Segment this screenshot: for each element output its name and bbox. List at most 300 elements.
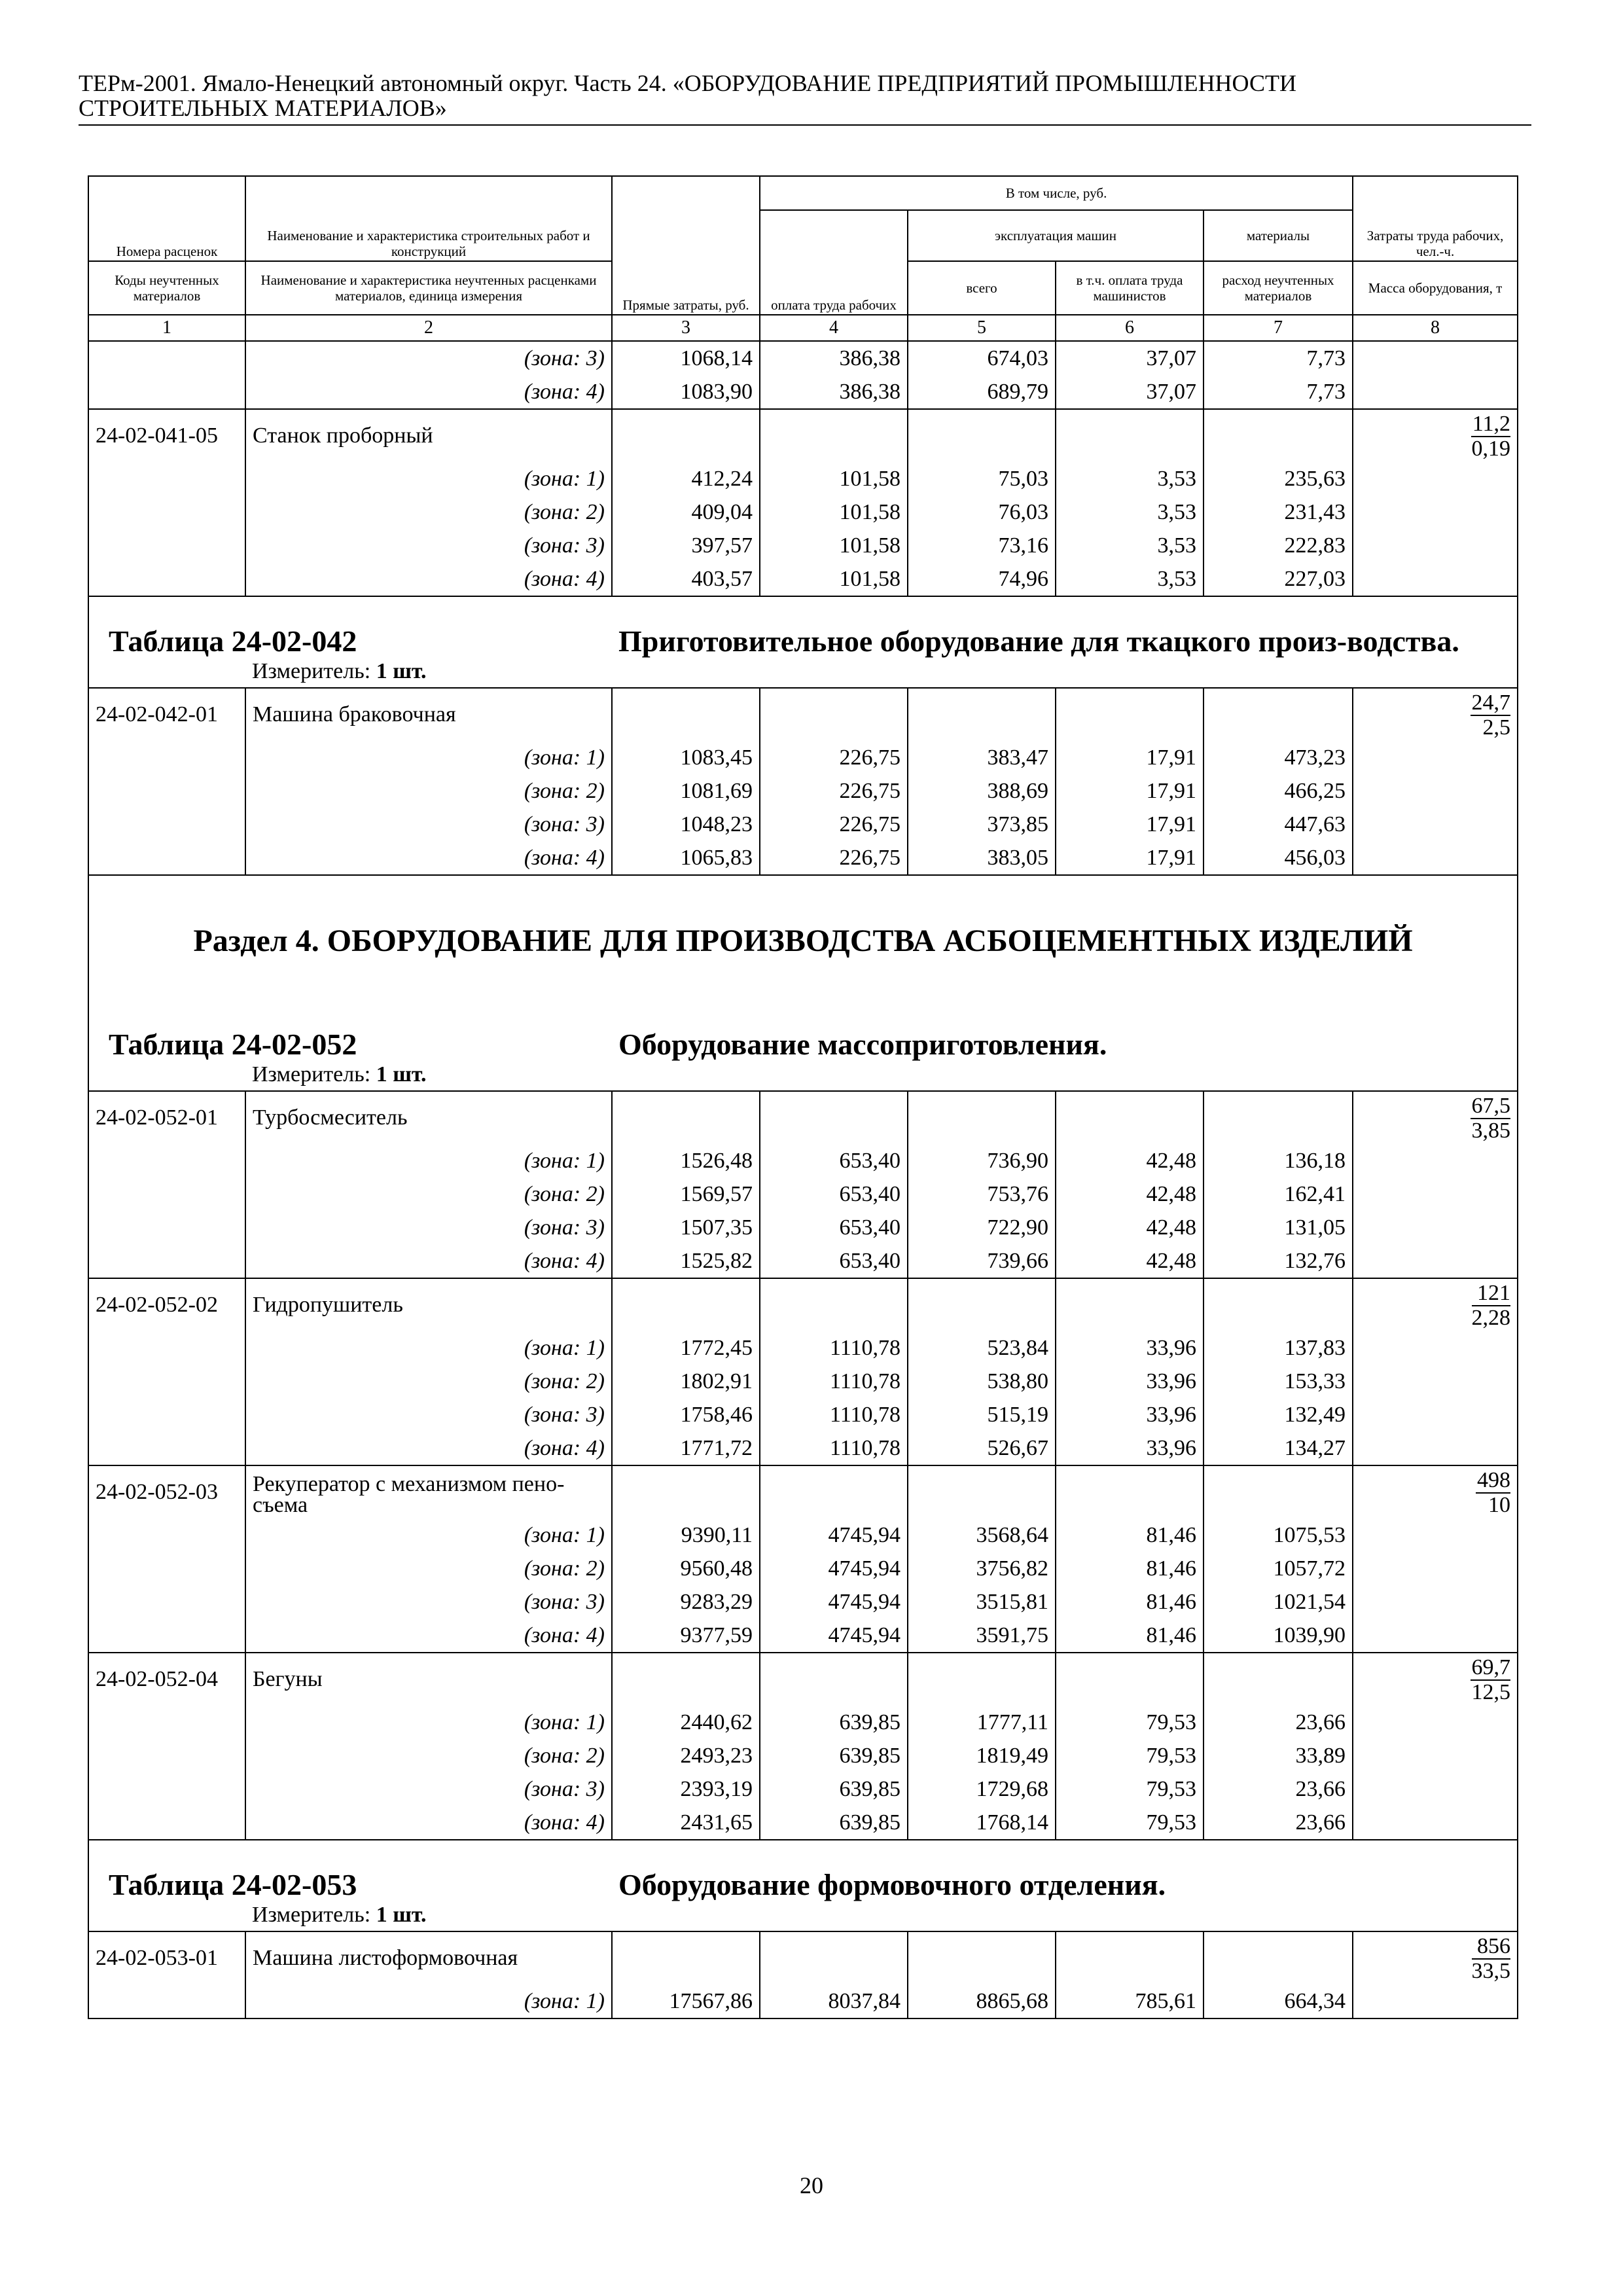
empty-cell	[88, 741, 245, 774]
zone-label: (зона: 3)	[245, 529, 612, 562]
value-cell: 653,40	[760, 1244, 908, 1278]
value-cell: 473,23	[1204, 741, 1353, 774]
equipment-mass-value: 0,19	[1471, 437, 1511, 461]
empty-cell	[1353, 495, 1518, 529]
value-cell: 81,46	[1056, 1552, 1204, 1585]
labor-mass-fraction	[1472, 1935, 1511, 1983]
zone-label: (зона: 4)	[245, 562, 612, 596]
value-cell: 74,96	[908, 562, 1056, 596]
zone-label: (зона: 1)	[245, 462, 612, 495]
value-cell: 3,53	[1056, 462, 1204, 495]
value-cell: 2431,65	[612, 1806, 760, 1840]
value-cell: 403,57	[612, 562, 760, 596]
zone-label: (зона: 2)	[245, 1739, 612, 1772]
zone-label: (зона: 4)	[245, 375, 612, 409]
value-cell: 73,16	[908, 529, 1056, 562]
rate-code: 24-02-052-01	[88, 1091, 245, 1144]
empty-cell	[1056, 1278, 1204, 1331]
empty-cell	[1056, 1465, 1204, 1518]
labor-cost-value: 24,7	[1471, 691, 1511, 715]
value-cell: 653,40	[760, 1144, 908, 1177]
empty-cell	[88, 1806, 245, 1840]
empty-cell	[1353, 808, 1518, 841]
equipment-mass-value: 10	[1488, 1493, 1511, 1517]
value-cell: 523,84	[908, 1331, 1056, 1365]
zone-label: (зона: 2)	[245, 1552, 612, 1585]
labor-cost-value: 498	[1477, 1468, 1511, 1492]
value-cell: 17,91	[1056, 841, 1204, 875]
empty-cell	[88, 495, 245, 529]
value-cell: 81,46	[1056, 1518, 1204, 1552]
zone-row	[88, 1739, 1518, 1772]
value-cell: 222,83	[1204, 529, 1353, 562]
value-cell: 456,03	[1204, 841, 1353, 875]
value-cell: 9377,59	[612, 1619, 760, 1653]
equipment-mass-value: 3,85	[1471, 1119, 1511, 1143]
labor-mass-cell	[1353, 1465, 1518, 1518]
empty-cell	[908, 1091, 1056, 1144]
zone-label: (зона: 2)	[245, 1177, 612, 1211]
table-name: Приготовительное оборудование для ткацкого произ-водства.	[612, 596, 1518, 658]
rate-code: 24-02-052-04	[88, 1653, 245, 1706]
equipment-mass-value: 2,28	[1471, 1306, 1511, 1330]
value-cell: 3568,64	[908, 1518, 1056, 1552]
value-cell: 1065,83	[612, 841, 760, 875]
value-cell: 81,46	[1056, 1585, 1204, 1619]
zone-row	[88, 741, 1518, 774]
value-cell: 8037,84	[760, 1984, 908, 2018]
col-number: 2	[245, 315, 612, 341]
empty-cell	[1353, 1984, 1518, 2018]
value-cell: 1777,11	[908, 1706, 1056, 1739]
empty-cell	[1353, 1619, 1518, 1653]
value-cell: 81,46	[1056, 1619, 1204, 1653]
value-cell: 42,48	[1056, 1211, 1204, 1244]
value-cell: 1048,23	[612, 808, 760, 841]
value-cell: 1110,78	[760, 1365, 908, 1398]
value-cell: 153,33	[1204, 1365, 1353, 1398]
empty-cell	[88, 1552, 245, 1585]
item-row	[88, 1465, 1518, 1518]
zone-row	[88, 562, 1518, 596]
value-cell: 1039,90	[1204, 1619, 1353, 1653]
rate-code: 24-02-041-05	[88, 409, 245, 462]
value-cell: 1758,46	[612, 1398, 760, 1431]
header-unaccounted-name: Наименование и характеристика неучтенных расценками материалов, единица измерения	[245, 261, 612, 315]
empty-cell	[88, 841, 245, 875]
empty-cell	[1353, 1331, 1518, 1365]
value-cell: 76,03	[908, 495, 1056, 529]
empty-cell	[908, 1653, 1056, 1706]
table-number: Таблица 24-02-052	[88, 1000, 612, 1062]
value-cell: 447,63	[1204, 808, 1353, 841]
value-cell: 132,49	[1204, 1398, 1353, 1431]
equipment-mass-value: 33,5	[1471, 1959, 1511, 1983]
zone-row	[88, 1365, 1518, 1398]
value-cell: 101,58	[760, 495, 908, 529]
empty-cell	[1353, 1806, 1518, 1840]
value-cell: 526,67	[908, 1431, 1056, 1465]
item-row	[88, 1931, 1518, 1984]
empty-cell	[612, 688, 760, 741]
empty-cell	[1353, 1772, 1518, 1806]
col-number: 3	[612, 315, 760, 341]
zone-row	[88, 1431, 1518, 1465]
empty-cell	[1204, 1931, 1353, 1984]
empty-cell	[1056, 409, 1204, 462]
value-cell: 383,05	[908, 841, 1056, 875]
value-cell: 653,40	[760, 1211, 908, 1244]
value-cell: 75,03	[908, 462, 1056, 495]
value-cell: 23,66	[1204, 1706, 1353, 1739]
zone-label: (зона: 4)	[245, 841, 612, 875]
labor-cost-value: 121	[1472, 1282, 1511, 1306]
value-cell: 1772,45	[612, 1331, 760, 1365]
empty-cell	[1353, 1739, 1518, 1772]
empty-cell	[88, 1585, 245, 1619]
empty-cell	[88, 658, 245, 688]
value-cell: 1569,57	[612, 1177, 760, 1211]
empty-cell	[88, 1902, 245, 1931]
value-cell: 639,85	[760, 1706, 908, 1739]
value-cell: 1526,48	[612, 1144, 760, 1177]
table-number: Таблица 24-02-053	[88, 1840, 612, 1902]
zone-label: (зона: 2)	[245, 774, 612, 808]
value-cell: 1057,72	[1204, 1552, 1353, 1585]
empty-cell	[760, 1465, 908, 1518]
value-cell: 79,53	[1056, 1706, 1204, 1739]
zone-label: (зона: 3)	[245, 1585, 612, 1619]
value-cell: 2393,19	[612, 1772, 760, 1806]
empty-cell	[88, 1244, 245, 1278]
value-cell: 373,85	[908, 808, 1056, 841]
empty-cell	[1353, 1144, 1518, 1177]
empty-cell	[88, 1619, 245, 1653]
empty-cell	[1353, 1365, 1518, 1398]
value-cell: 1083,45	[612, 741, 760, 774]
empty-cell	[612, 1465, 760, 1518]
empty-cell	[88, 1365, 245, 1398]
zone-row	[88, 1585, 1518, 1619]
empty-cell	[88, 1706, 245, 1739]
zone-row	[88, 1244, 1518, 1278]
labor-cost-value: 67,5	[1471, 1094, 1511, 1118]
empty-cell	[1056, 1931, 1204, 1984]
value-cell: 33,96	[1056, 1331, 1204, 1365]
document-header	[79, 71, 1531, 126]
labor-cost-value: 856	[1472, 1935, 1511, 1960]
zone-row	[88, 1706, 1518, 1739]
empty-cell	[88, 562, 245, 596]
empty-cell	[1353, 1431, 1518, 1465]
empty-cell	[88, 1331, 245, 1365]
value-cell: 1083,90	[612, 375, 760, 409]
empty-cell	[88, 341, 245, 375]
table-header	[88, 176, 1518, 341]
empty-cell	[1056, 688, 1204, 741]
item-name: Машина листоформовочная	[245, 1931, 612, 1984]
empty-cell	[88, 1398, 245, 1431]
zone-label: (зона: 2)	[245, 495, 612, 529]
value-cell: 37,07	[1056, 341, 1204, 375]
empty-cell	[1353, 375, 1518, 409]
value-cell: 226,75	[760, 774, 908, 808]
zone-row	[88, 529, 1518, 562]
value-cell: 79,53	[1056, 1739, 1204, 1772]
equipment-mass-value: 2,5	[1482, 715, 1511, 740]
item-row	[88, 409, 1518, 462]
labor-mass-cell	[1353, 688, 1518, 741]
empty-cell	[1353, 341, 1518, 375]
empty-cell	[1353, 741, 1518, 774]
value-cell: 33,89	[1204, 1739, 1353, 1772]
value-cell: 132,76	[1204, 1244, 1353, 1278]
meter-label: Измеритель:	[252, 1062, 371, 1086]
zone-row	[88, 462, 1518, 495]
value-cell: 639,85	[760, 1739, 908, 1772]
labor-mass-fraction	[1471, 691, 1511, 740]
value-cell: 226,75	[760, 741, 908, 774]
value-cell: 3,53	[1056, 495, 1204, 529]
empty-cell	[760, 1653, 908, 1706]
empty-cell	[612, 1278, 760, 1331]
zone-label: (зона: 3)	[245, 1772, 612, 1806]
value-cell: 79,53	[1056, 1806, 1204, 1840]
col-number: 7	[1204, 315, 1353, 341]
value-cell: 101,58	[760, 529, 908, 562]
zone-label: (зона: 1)	[245, 1706, 612, 1739]
empty-cell	[760, 1091, 908, 1144]
value-cell: 42,48	[1056, 1244, 1204, 1278]
value-cell: 3,53	[1056, 529, 1204, 562]
value-cell: 7,73	[1204, 375, 1353, 409]
item-name: Турбосмеситель	[245, 1091, 612, 1144]
item-name: Гидропушитель	[245, 1278, 612, 1331]
meter	[245, 658, 1518, 688]
labor-mass-cell	[1353, 1278, 1518, 1331]
equipment-mass-value: 12,5	[1471, 1680, 1511, 1704]
empty-cell	[88, 808, 245, 841]
value-cell: 9283,29	[612, 1585, 760, 1619]
meter	[245, 1062, 1518, 1091]
header-direct-costs: Прямые затраты, руб.	[612, 176, 760, 315]
col-number: 5	[908, 315, 1056, 341]
value-cell: 1081,69	[612, 774, 760, 808]
value-cell: 1110,78	[760, 1398, 908, 1431]
empty-cell	[1353, 1398, 1518, 1431]
value-cell: 722,90	[908, 1211, 1056, 1244]
header-total: всего	[908, 261, 1056, 315]
value-cell: 4745,94	[760, 1518, 908, 1552]
empty-cell	[612, 1091, 760, 1144]
empty-cell	[88, 1431, 245, 1465]
empty-cell	[88, 1518, 245, 1552]
value-cell: 8865,68	[908, 1984, 1056, 2018]
value-cell: 3591,75	[908, 1619, 1056, 1653]
value-cell: 17,91	[1056, 774, 1204, 808]
header-worker-pay: оплата труда рабочих	[760, 210, 908, 315]
empty-cell	[908, 409, 1056, 462]
empty-cell	[1353, 1244, 1518, 1278]
zone-row	[88, 1619, 1518, 1653]
value-cell: 33,96	[1056, 1431, 1204, 1465]
item-name: Бегуны	[245, 1653, 612, 1706]
empty-cell	[908, 688, 1056, 741]
zone-label: (зона: 4)	[245, 1619, 612, 1653]
value-cell: 639,85	[760, 1772, 908, 1806]
value-cell: 42,48	[1056, 1144, 1204, 1177]
empty-cell	[1204, 409, 1353, 462]
zone-row	[88, 841, 1518, 875]
empty-cell	[1353, 562, 1518, 596]
zone-row	[88, 1806, 1518, 1840]
value-cell: 136,18	[1204, 1144, 1353, 1177]
meter-row	[88, 1062, 1518, 1091]
value-cell: 3,53	[1056, 562, 1204, 596]
meter-value: 1 шт.	[376, 1062, 427, 1086]
value-cell: 388,69	[908, 774, 1056, 808]
zone-label: (зона: 1)	[245, 1331, 612, 1365]
value-cell: 1021,54	[1204, 1585, 1353, 1619]
header-labor-cost: Затраты труда рабочих, чел.-ч.	[1353, 176, 1518, 261]
empty-cell	[88, 1177, 245, 1211]
value-cell: 1819,49	[908, 1739, 1056, 1772]
meter-value: 1 шт.	[376, 659, 427, 683]
value-cell: 33,96	[1056, 1398, 1204, 1431]
header-unaccounted-codes: Коды неучтенных материалов	[88, 261, 245, 315]
value-cell: 386,38	[760, 341, 908, 375]
rate-code: 24-02-042-01	[88, 688, 245, 741]
value-cell: 412,24	[612, 462, 760, 495]
value-cell: 386,38	[760, 375, 908, 409]
value-cell: 33,96	[1056, 1365, 1204, 1398]
item-row	[88, 1091, 1518, 1144]
value-cell: 226,75	[760, 808, 908, 841]
zone-row	[88, 1518, 1518, 1552]
value-cell: 639,85	[760, 1806, 908, 1840]
empty-cell	[1353, 1585, 1518, 1619]
value-cell: 1075,53	[1204, 1518, 1353, 1552]
empty-cell	[612, 409, 760, 462]
col-number: 6	[1056, 315, 1204, 341]
value-cell: 23,66	[1204, 1806, 1353, 1840]
meter-label: Измеритель:	[252, 659, 371, 683]
col-number: 4	[760, 315, 908, 341]
value-cell: 1110,78	[760, 1331, 908, 1365]
value-cell: 739,66	[908, 1244, 1056, 1278]
value-cell: 466,25	[1204, 774, 1353, 808]
value-cell: 17567,86	[612, 1984, 760, 2018]
zone-row	[88, 1552, 1518, 1585]
table-title-row	[88, 1000, 1518, 1062]
empty-cell	[908, 1465, 1056, 1518]
value-cell: 4745,94	[760, 1619, 908, 1653]
col-number: 8	[1353, 315, 1518, 341]
section-title: Раздел 4. ОБОРУДОВАНИЕ ДЛЯ ПРОИЗВОДСТВА АСБОЦЕМЕНТНЫХ ИЗДЕЛИЙ	[88, 875, 1518, 1000]
value-cell: 101,58	[760, 462, 908, 495]
zone-row	[88, 774, 1518, 808]
empty-cell	[908, 1931, 1056, 1984]
value-cell: 515,19	[908, 1398, 1056, 1431]
table-title-row	[88, 596, 1518, 658]
empty-cell	[1353, 1177, 1518, 1211]
zone-label: (зона: 3)	[245, 1211, 612, 1244]
labor-cost-value: 11,2	[1472, 412, 1511, 436]
empty-cell	[88, 1772, 245, 1806]
labor-mass-cell	[1353, 1931, 1518, 1984]
zone-row	[88, 808, 1518, 841]
meter-value: 1 шт.	[376, 1903, 427, 1927]
rate-code: 24-02-053-01	[88, 1931, 245, 1984]
item-row	[88, 1653, 1518, 1706]
labor-mass-cell	[1353, 409, 1518, 462]
zone-row	[88, 1211, 1518, 1244]
empty-cell	[88, 375, 245, 409]
section-row	[88, 875, 1518, 1000]
empty-cell	[1204, 688, 1353, 741]
zone-label: (зона: 4)	[245, 1431, 612, 1465]
value-cell: 37,07	[1056, 375, 1204, 409]
labor-cost-value: 69,7	[1471, 1655, 1511, 1679]
empty-cell	[1204, 1091, 1353, 1144]
empty-cell	[1353, 462, 1518, 495]
value-cell: 1068,14	[612, 341, 760, 375]
empty-cell	[1353, 1552, 1518, 1585]
empty-cell	[760, 1931, 908, 1984]
value-cell: 689,79	[908, 375, 1056, 409]
value-cell: 1110,78	[760, 1431, 908, 1465]
empty-cell	[88, 462, 245, 495]
zone-row	[88, 375, 1518, 409]
labor-mass-cell	[1353, 1091, 1518, 1144]
zone-label: (зона: 4)	[245, 1806, 612, 1840]
item-row	[88, 688, 1518, 741]
item-name: Машина браковочная	[245, 688, 612, 741]
page-number: 20	[800, 2172, 823, 2198]
value-cell: 4745,94	[760, 1552, 908, 1585]
table-title-row	[88, 1840, 1518, 1902]
value-cell: 131,05	[1204, 1211, 1353, 1244]
meter-row	[88, 1902, 1518, 1931]
table-body	[88, 341, 1518, 2018]
zone-row	[88, 1144, 1518, 1177]
value-cell: 3515,81	[908, 1585, 1056, 1619]
value-cell: 785,61	[1056, 1984, 1204, 2018]
value-cell: 1729,68	[908, 1772, 1056, 1806]
empty-cell	[1353, 841, 1518, 875]
meter-row	[88, 658, 1518, 688]
empty-cell	[908, 1278, 1056, 1331]
header-machine-operation: эксплуатация машин	[908, 210, 1204, 261]
value-cell: 9560,48	[612, 1552, 760, 1585]
item-name: Рекуператор с механизмом пено-съема	[245, 1465, 612, 1518]
empty-cell	[1353, 774, 1518, 808]
zone-label: (зона: 2)	[245, 1365, 612, 1398]
empty-cell	[1204, 1653, 1353, 1706]
zone-row	[88, 1331, 1518, 1365]
zone-label: (зона: 1)	[245, 1518, 612, 1552]
value-cell: 42,48	[1056, 1177, 1204, 1211]
header-machinist-pay: в т.ч. оплата труда машинистов	[1056, 261, 1204, 315]
value-cell: 1507,35	[612, 1211, 760, 1244]
empty-cell	[1204, 1465, 1353, 1518]
value-cell: 137,83	[1204, 1331, 1353, 1365]
value-cell: 736,90	[908, 1144, 1056, 1177]
empty-cell	[88, 1739, 245, 1772]
header-materials: материалы	[1204, 210, 1353, 261]
value-cell: 1525,82	[612, 1244, 760, 1278]
empty-cell	[88, 1984, 245, 2018]
